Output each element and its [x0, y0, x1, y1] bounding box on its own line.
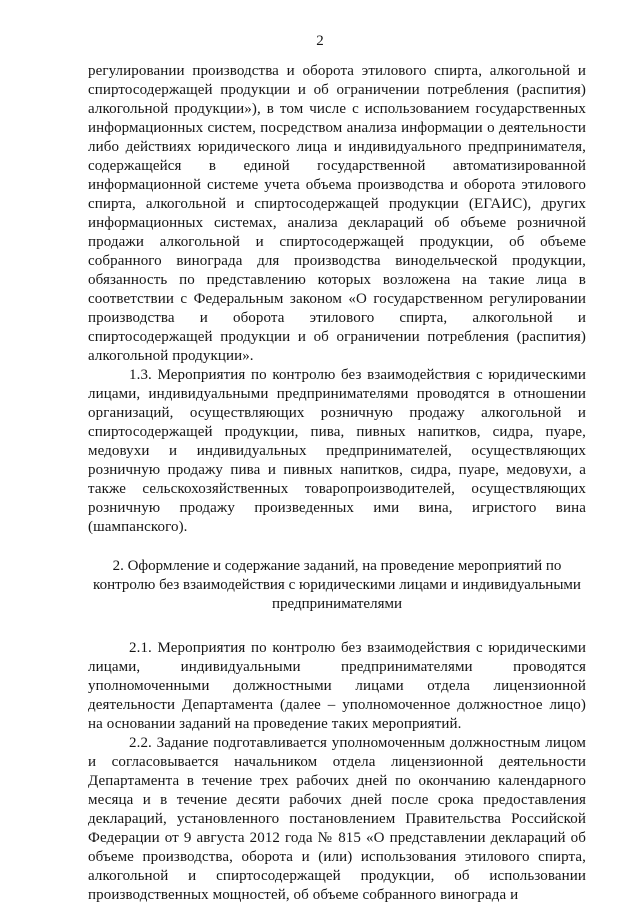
- paragraph-2-1: 2.1. Мероприятия по контролю без взаимодействия с юридическими лицами, индивидуальными предпринимателями проводятся уполномоченными должностными лицами отдела лицензионной деятельности Департамента (далее – уполномоченное должностное лицо) на основании заданий на проведение таких мероприятий.: [88, 640, 586, 732]
- paragraph-continuation: регулировании производства и оборота этилового спирта, алкогольной и спиртосодержащей продукции и об ограничении потребления (распития) алкогольной продукции»), в том числе с использованием государственных информационных систем, посредством анализа информации о деятельности либо действиях юридического лица и индивидуального предпринимателя, содержащейся в единой государственной автоматизированной информационной системе учета объема производства и оборота этилового спирта, алкогольной и спиртосодержащей продукции (ЕГАИС), других информационных системах, анализа деклараций об объеме розничной продажи алкогольной и спиртосодержащей продукции, об объеме собранного винограда для производства винодельческой продукции, обязанность по представлению которых возложена на такие лица в соответствии с Федеральным законом «О государственном регулировании производства и оборота этилового спирта, алкогольной и спиртосодержащей продукции и об ограничении потребления (распития) алкогольной продукции».: [88, 63, 586, 364]
- paragraph-1-3: 1.3. Мероприятия по контролю без взаимодействия с юридическими лицами, индивидуальными предпринимателями проводятся в отношении организаций, осуществляющих розничную продажу алкогольной и спиртосодержащей продукции, пива, пивных напитков, сидра, пуаре, медовухи и индивидуальных предпринимателей, осуществляющих розничную продажу пива и пивных напитков, сидра, пуаре, медовухи, а также сельскохозяйственных товаропроизводителей, осуществляющих розничную продажу произведенных ими вина, игристого вина (шампанского).: [88, 367, 586, 535]
- section-heading-2: 2. Оформление и содержание заданий, на проведение мероприятий по контролю без взаимодействия с юридическими лицами и индивидуальными предпринимателями: [93, 558, 581, 612]
- paragraph-2-2: 2.2. Задание подготавливается уполномоченным должностным лицом и согласовывается начальником отдела лицензионной деятельности Департамента в течение трех рабочих дней по окончанию календарного месяца и в течение десяти рабочих дней после срока предоставления деклараций, установленного постановлением Правительства Российской Федерации от 9 августа 2012 года № 815 «О представлении деклараций об объеме производства, оборота и (или) использования этилового спирта, алкогольной и спиртосодержащей продукции, об использовании производственных мощностей, об объеме собранного винограда и: [88, 735, 586, 903]
- page-number: 2: [316, 33, 324, 49]
- document-body: [88, 62, 586, 905]
